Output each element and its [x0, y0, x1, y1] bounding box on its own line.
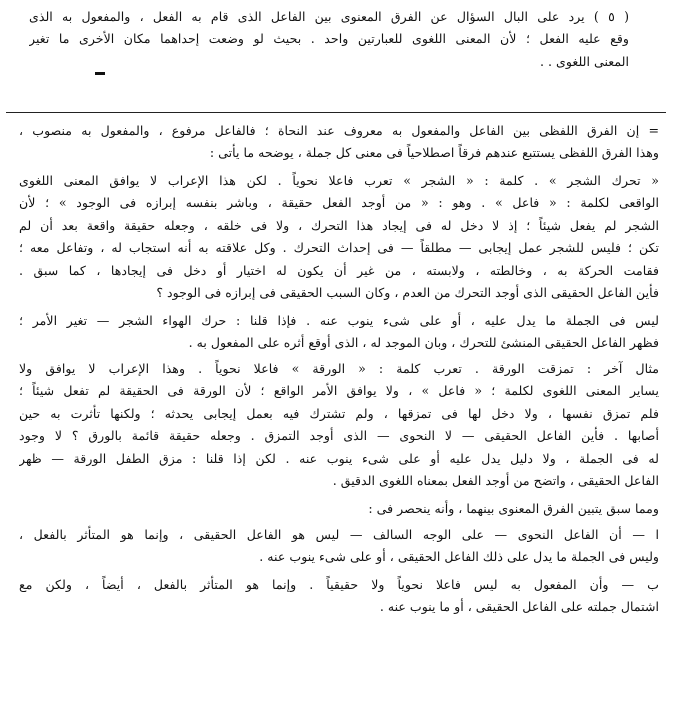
body-paragraph	[19, 498, 659, 520]
body-paragraph	[19, 524, 659, 569]
body-line: فلم تمزق نفسها ، ولا دخل لها فى تمزقها ، ولم تشترك فيه بعمل إيجابى يحدثه ؛ ولكنها تأثرت به حين	[19, 405, 659, 421]
body-line: فقامت الحركة به ، وخالطته ، ولابسته ، من غير أن يكون له اختيار أو دخل فى إيجادها ، كما سبق .	[19, 262, 659, 278]
body-paragraph	[19, 310, 659, 355]
page-divider	[6, 112, 666, 113]
body-line: ب — وأن المفعول به ليس فاعلا نحوياً ولا حقيقياً . وإنما هو المتأثر بالفعل ، أيضاً ، ولكن مع	[19, 577, 659, 592]
body-paragraph	[19, 170, 659, 304]
body-paragraph	[19, 358, 659, 492]
body-line: فظهر الفاعل الحقيقى المنشئ للتحرك ، وبان الموجد له ، الذى أوقع أثره على المفعول به .	[188, 335, 659, 351]
body-line: الشجر لم يفعل شيئاً ؛ إذ لا دخل له فى إيجاد هذا التحرك ، ولا فى خلقه ، وجعله حقيقة واقعة بعد أن لم	[19, 217, 659, 233]
body-line: « تحرك الشجر » . كلمة : « الشجر » تعرب فاعلا نحوياً . لكن هذا الإعراب لا يوافق المعنى اللغوى	[19, 173, 659, 188]
body-line: مثال آخر : تمزقت الورقة . تعرب كلمة : « الورقة » فاعلا نحوياً . وهذا الإعراب لا يوافق ولا	[19, 361, 659, 376]
body-paragraph	[19, 574, 659, 619]
body-line: أصابها . فأين الفاعل الحقيقى — لا النحوى — الذى أوجد التمزق . وجعله حقيقة قائمة بالورق ؟ لا وجود	[19, 428, 659, 444]
body-line: ومما سبق يتبين الفرق المعنوى بينهما ، وأنه ينحصر فى :	[368, 501, 659, 516]
body-line: = إن الفرق اللفظى بين الفاعل والمفعول به معروف عند النحاة ؛ فالفاعل مرفوع ، والمفعول به منصوب ،	[19, 123, 659, 138]
body-line: تكن ؛ فليس للشجر عمل إيجابى — مطلقاً — فى إحداث التحرك . وكل علاقته به أنه استجاب له ، وتفاعل معه ؛	[19, 240, 659, 256]
body-line: فأين الفاعل الحقيقى الذى أوجد التحرك من العدم ، وكان السبب الحقيقى فى إبرازه فى الوجود ؟	[156, 284, 659, 300]
body-line: ليس فى الجملة ما يدل عليه ، أو على شىء ينوب عنه . فإذا قلنا : حرك الهواء الشجر — تغير الأمر ؛	[19, 313, 659, 328]
body-line: وليس فى الجملة ما يدل على ذلك الفاعل الحقيقى ، أو على شىء ينوب عنه .	[259, 549, 659, 565]
body-line: ا — أن الفاعل النحوى — على الوجه السالف — ليس هو الفاعل الحقيقى ، وإنما هو المتأثر بالفعل ،	[19, 527, 659, 542]
footnote-line: المعنى اللغوى . .	[540, 53, 629, 69]
body-paragraph	[19, 120, 659, 165]
body-line: وهذا الفرق اللفظى يستتبع عندهم فرقاً اصطلاحياً فى معنى كل جملة ، يوضحه ما يأتى :	[209, 145, 659, 161]
footnote-end-mark	[95, 72, 105, 75]
body-line: اشتمال جملته على الفاعل الحقيقى ، أو ما ينوب عنه .	[379, 599, 659, 615]
body-line: الواقعى لكلمة : « فاعل » . وهو : « من أوجد الفعل حقيقة ، وباشر بنفسه إبرازه فى الوجود » ؛ لأن	[19, 195, 659, 211]
footnote-block	[29, 6, 629, 73]
body-line: الفاعل الحقيقى ، واتضح من أوجد الفعل بمعناه اللغوى الدقيق .	[332, 472, 659, 488]
footnote-line: ( ٥ ) يرد على البال السؤال عن الفرق المعنوى بين الفاعل الذى قام به الفعل ، والمفعول به الذى	[29, 9, 629, 24]
footnote-line: وقع عليه الفعل ؛ لأن المعنى اللغوى للعبارتين واحد . بحيث لو وضعت إحداهما مكان الأخرى ما تغير	[29, 31, 629, 47]
body-line: يساير المعنى اللغوى لكلمة ؛ « فاعل » ، ولا يوافق الأمر الواقع ؛ لأن الورقة فى الحقيقة لم تفعل شيئاً ؛	[19, 383, 659, 399]
body-line: له فى الجملة ، ولا دليل يدل عليه أو على شىء ينوب عنه . لكن إذا قلنا : مزق الطفل الورقة — ظهر	[19, 450, 659, 466]
